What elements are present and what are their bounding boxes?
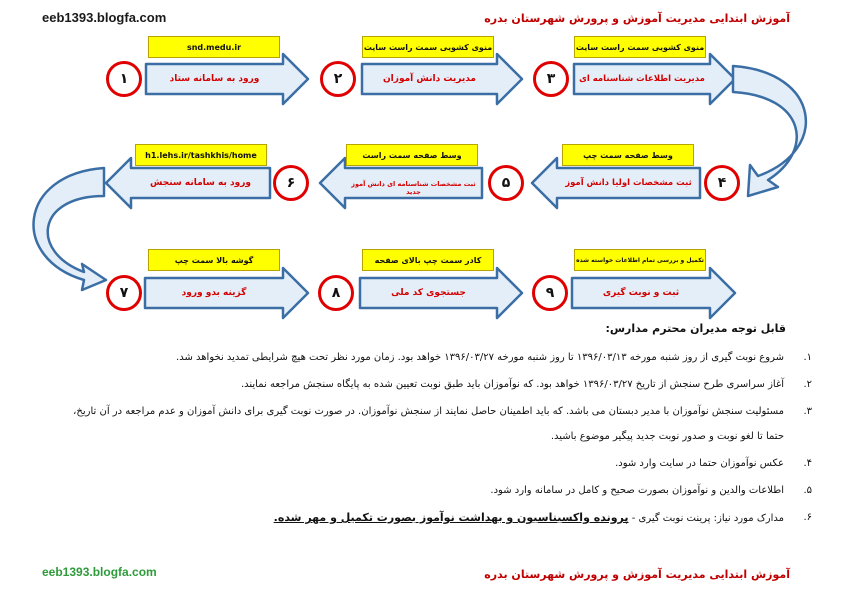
curve-left — [34, 168, 106, 290]
step-badge-4: ۴ — [704, 165, 740, 201]
list-item: ۴. عکس نوآموزان حتما در سایت وارد شود. — [615, 458, 812, 469]
step-badge-3: ۳ — [533, 61, 569, 97]
notice-title: قابل توجه مدیران محترم مدارس: — [605, 322, 786, 335]
header-site: eeb1393.blogfa.com — [42, 10, 167, 25]
step-label-7: گزینه بدو ورود — [181, 288, 247, 298]
step-box-5: وسط صفحه سمت راست — [346, 144, 478, 166]
notice-list — [62, 345, 812, 533]
step-label-1: ورود به سامانه ستاد — [169, 74, 260, 84]
list-item: ۵. اطلاعات والدین و نوآموزان بصورت صحیح و کامل در سامانه وارد شود. — [490, 485, 812, 496]
step-box-2: منوی کشویی سمت راست سایت — [362, 36, 494, 58]
step-badge-9: ۹ — [532, 275, 568, 311]
step-box-4: وسط صفحه سمت چپ — [562, 144, 694, 166]
step-badge-8: ۸ — [318, 275, 354, 311]
step-badge-5: ۵ — [488, 165, 524, 201]
step-label-6: ورود به سامانه سنجش — [150, 178, 251, 188]
footer-site: eeb1393.blogfa.com — [42, 565, 157, 579]
header-org: آموزش ابتدایی مدیریت آموزش و پرورش شهرستان بدره — [484, 12, 790, 25]
step-label-2: مدیریت دانش آموزان — [383, 74, 476, 84]
step-badge-6: ۶ — [273, 165, 309, 201]
footer-org: آموزش ابتدایی مدیریت آموزش و پرورش شهرستان بدره — [484, 568, 790, 581]
step-badge-2: ۲ — [320, 61, 356, 97]
step-label-8: جستجوی کد ملی — [391, 288, 466, 298]
step-box-1: snd.medu.ir — [148, 36, 280, 58]
step-badge-1: ۱ — [106, 61, 142, 97]
step-label-9: ثبت و نوبت گیری — [602, 288, 680, 298]
step-label-3: مدیریت اطلاعات شناسنامه ای — [579, 74, 705, 84]
step-box-3: منوی کشویی سمت راست سایت — [574, 36, 706, 58]
step-box-9: تکمیل و بررسی تمام اطلاعات خواسته شده — [574, 249, 706, 271]
list-item: ۲. آغاز سراسری طرح سنجش از تاریخ ۱۳۹۶/۰۳/۲۷ خواهد بود. که نوآموزان باید طبق نوبت تعیین شده به پایگاه سنجش مراجعه نمایند. — [240, 379, 812, 390]
emphasized-text: پرونده واکسیناسیون و بهداشت نوآموز بصورت تکمیل و مهر شده. — [273, 511, 629, 524]
step-box-8: کادر سمت چپ بالای صفحه — [362, 249, 494, 271]
list-item: ۳. مسئولیت سنجش نوآموزان با مدیر دبستان می باشد. که باید اطمینان حاصل نمایند از سنجش نوآموزان. در صورت نوبت گیری برای دانش آموزان و عدم مراجعه در آن تاریخ، حتما تا لغو نوبت و صدور نوبت جدید پیگیر موضوع باشید. — [73, 406, 812, 442]
list-item: ۶. مدارک مورد نیاز: پرینت نوبت گیری - پرونده واکسیناسیون و بهداشت نوآموز بصورت تکمیل و مهر شده. — [273, 511, 812, 524]
curve-right — [733, 66, 806, 196]
step-label-4: ثبت مشخصات اولیا دانش آموز — [565, 178, 692, 188]
step-badge-7: ۷ — [106, 275, 142, 311]
step-box-6: h1.lehs.ir/tashkhis/home — [135, 144, 267, 166]
step-box-7: گوشه بالا سمت چپ — [148, 249, 280, 271]
list-item: ۱. شروع نوبت گیری از روز شنبه مورخه ۱۳۹۶/۰۳/۱۳ تا روز شنبه مورخه ۱۳۹۶/۰۳/۲۷ خواهد بود. زمان مورد نظر تحت هیچ شرایطی تمدید نخواهد شد. — [176, 352, 812, 363]
step-label-5: ثبت مشخصات شناسنامه ای دانش آموز جدید — [351, 180, 476, 196]
